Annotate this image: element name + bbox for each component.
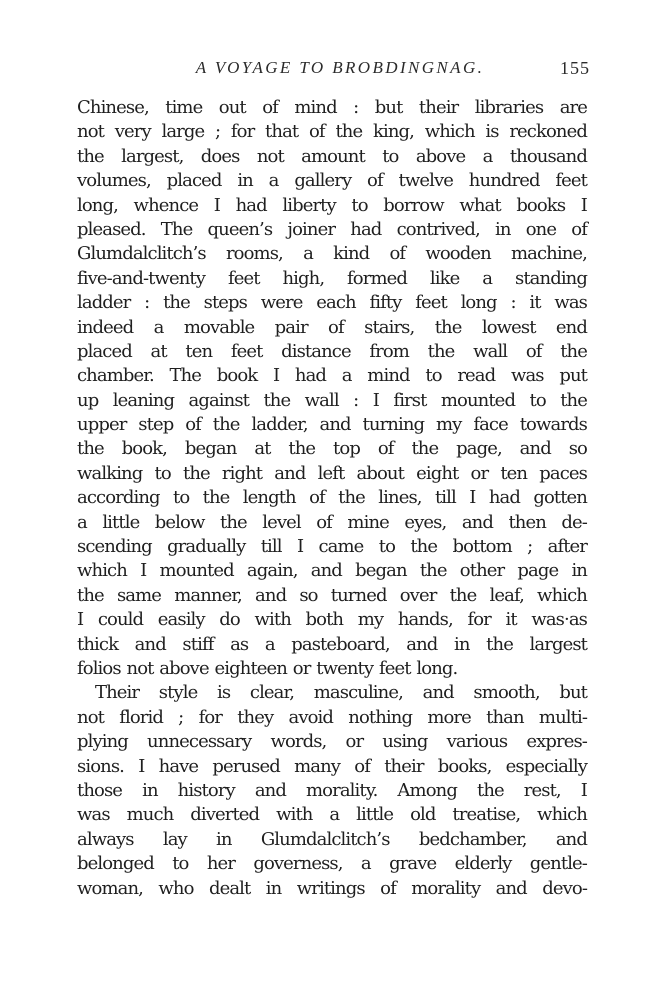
text-line: five-and-twenty feet high, formed like a standing xyxy=(77,267,587,289)
text-line: the largest, does not amount to above a thousand xyxy=(77,145,587,167)
text-line: walking to the right and left about eight or ten paces xyxy=(77,462,587,484)
text-line: ladder : the steps were each fifty feet long : it was xyxy=(77,292,587,314)
text-line: chamber. The book I had a mind to read was put xyxy=(77,365,587,387)
text-line: those in history and morality. Among the rest, I xyxy=(77,779,587,801)
text-line: placed at ten feet distance from the wall of the xyxy=(77,340,587,362)
text-line: according to the length of the lines, till I had gotten xyxy=(77,487,587,509)
text-line: Chinese, time out of mind : but their libraries are xyxy=(77,97,587,118)
text-line: indeed a movable pair of stairs, the lowest end xyxy=(77,316,587,338)
text-line: belonged to her governess, a grave elderly gentle- xyxy=(77,853,587,875)
text-line: upper step of the ladder, and turning my face towards xyxy=(77,414,587,436)
body-text xyxy=(77,96,587,901)
text-line: was much diverted with a little old treatise, which xyxy=(77,804,587,826)
text-line: always lay in Glumdalclitch’s bedchamber, and xyxy=(77,828,587,850)
text-line: scending gradually till I came to the bottom ; after xyxy=(77,536,587,558)
text-line: sions. I have perused many of their books, especially xyxy=(77,755,587,777)
paragraph-1 xyxy=(77,96,587,681)
text-line: I could easily do with both my hands, for it was·as xyxy=(77,609,587,631)
text-line: volumes, placed in a gallery of twelve hundred feet xyxy=(77,170,587,192)
text-line: woman, who dealt in writings of morality and devo- xyxy=(77,877,587,899)
text-line: not very large ; for that of the king, which is reckoned xyxy=(77,121,587,143)
text-line: plying unnecessary words, or using various expres- xyxy=(77,731,587,753)
text-line: Their style is clear, masculine, and smooth, but xyxy=(95,682,587,704)
text-line: up leaning against the wall : I first mounted to the xyxy=(77,389,587,411)
text-line: the book, began at the top of the page, and so xyxy=(77,438,587,460)
text-line: which I mounted again, and began the other page in xyxy=(77,560,587,582)
page-number: 155 xyxy=(560,58,590,78)
text-line: Glumdalclitch’s rooms, a kind of wooden machine, xyxy=(77,243,587,265)
text-line: pleased. The queen’s joiner had contrived, in one of xyxy=(77,218,587,240)
running-title: A VOYAGE TO BROBDINGNAG. xyxy=(195,58,485,77)
text-line: long, whence I had liberty to borrow what books I xyxy=(77,194,587,216)
text-line: the same manner, and so turned over the leaf, which xyxy=(77,584,587,606)
text-line: a little below the level of mine eyes, and then de- xyxy=(77,511,587,533)
text-line: folios not above eighteen or twenty feet long. xyxy=(77,657,458,679)
text-line: not florid ; for they avoid nothing more than multi- xyxy=(77,706,587,728)
paragraph-2 xyxy=(77,681,587,901)
text-line: thick and stiff as a pasteboard, and in the largest xyxy=(77,633,587,655)
